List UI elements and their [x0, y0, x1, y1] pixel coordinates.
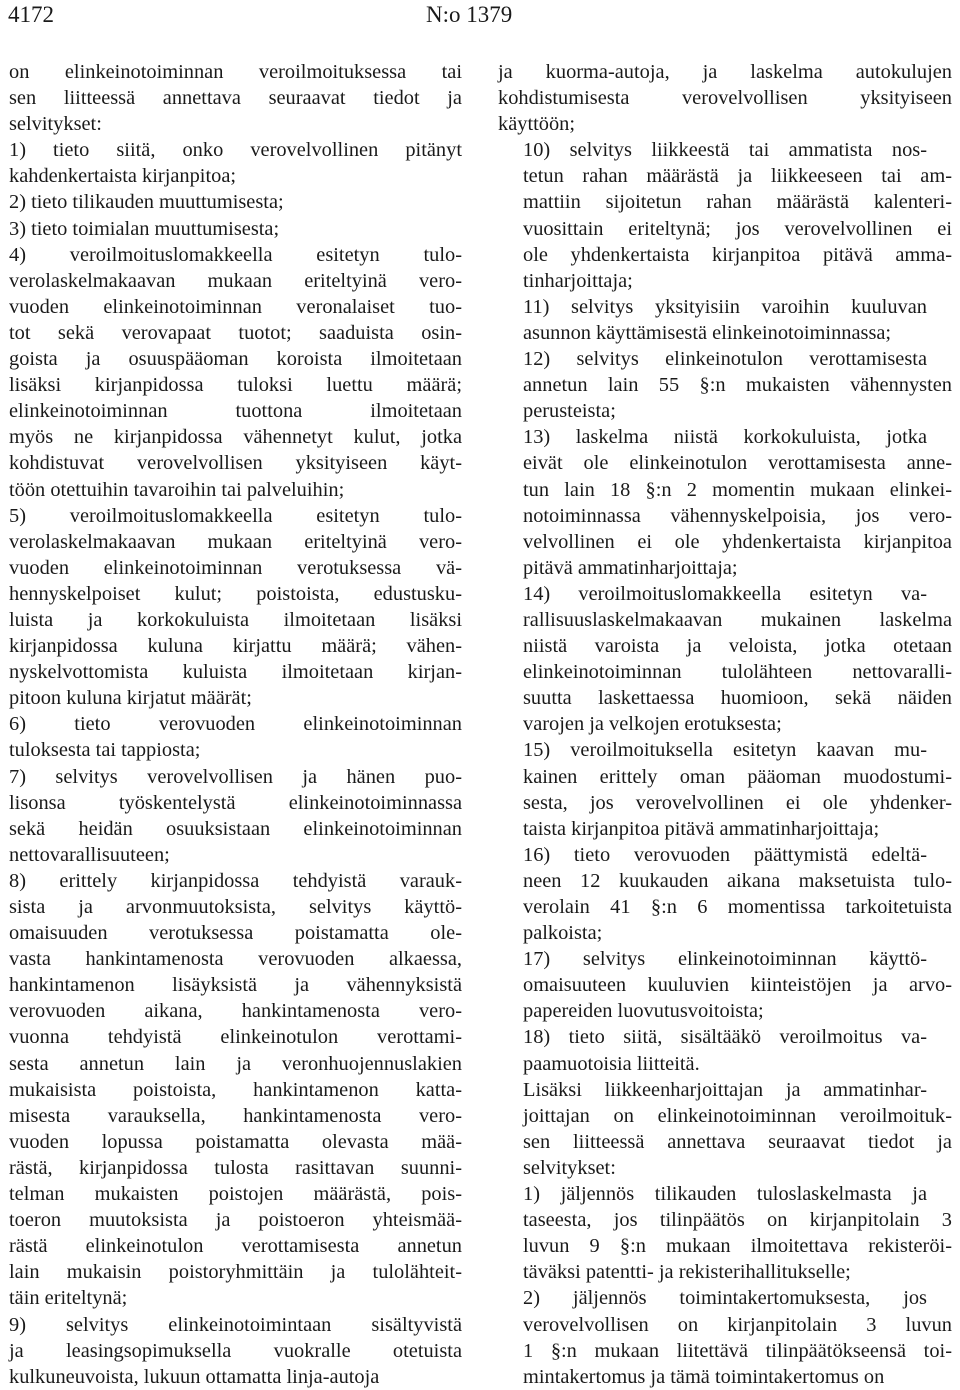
paragraph	[498, 1077, 952, 1181]
text-line: toeron muutoksista ja poistoeron yhteismää-	[9, 1209, 462, 1232]
text-line: 14) veroilmoituslomakkeella esitetyn va-	[523, 582, 927, 605]
paragraph	[9, 868, 462, 1312]
text-line: 2) tieto tilikauden muuttumisesta;	[9, 191, 284, 214]
text-line: 5) veroilmoituslomakkeella esitetyn tulo-	[9, 504, 462, 527]
text-line: Lisäksi liikkeenharjoittajan ja ammatinhar-	[523, 1078, 927, 1101]
text-line: papereiden luovutusvoitoista;	[523, 1000, 764, 1023]
text-line: taseesta, jos tilinpäätös on kirjanpitolain 3	[523, 1209, 952, 1232]
text-line: joittajan on elinkeinotoiminnan veroilmoituk-	[523, 1104, 952, 1127]
text-line: omaisuuden verotuksessa poistamatta ole-	[9, 922, 462, 945]
text-line: 1) tieto siitä, onko verovelvollinen pitänyt	[9, 139, 462, 162]
text-line: asunnon käyttämisestä elinkeinotoiminnassa;	[523, 321, 892, 344]
text-line: verovelvollisen on kirjanpitolain 3 luvun	[523, 1313, 952, 1336]
text-line: pitävä ammatinharjoittaja;	[523, 556, 738, 579]
text-line: 10) selvitys liikkeestä tai ammatista nos-	[523, 139, 927, 162]
page-number: 4172	[8, 2, 54, 27]
page-header	[0, 0, 960, 30]
paragraph	[498, 1024, 952, 1076]
text-line: vuoden lopussa poistamatta olevasta mää-	[9, 1130, 462, 1153]
text-line: omaisuuteen kuuluvien kiinteistöjen ja arvo-	[523, 974, 952, 997]
text-line: suutta laskettaessa huomioon, sekä näiden	[523, 687, 952, 710]
text-line: velvollinen ei ole yhdenkertaista kirjanpitoa	[523, 530, 952, 553]
text-line: palkoista;	[523, 922, 603, 945]
text-line: niistä varoista ja veloista, jotka otetaan	[523, 635, 952, 658]
text-line: 11) selvitys yksityisiin varoihin kuuluvan	[523, 295, 927, 318]
paragraph	[498, 737, 952, 841]
text-line: 13) laskelma niistä korkokuluista, jotka	[523, 426, 927, 449]
text-line: vuoden elinkeinotoiminnan veronalaiset tuo-	[9, 295, 462, 318]
paragraph	[498, 424, 952, 581]
text-line: misesta varauksella, hankintamenosta vero-	[9, 1104, 462, 1127]
text-line: sista ja arvonmuutoksista, selvitys käyttö-	[9, 896, 462, 918]
right-text-column	[498, 59, 952, 1390]
text-line: paamuotoisia liitteitä.	[523, 1052, 700, 1075]
text-line: 17) selvitys elinkeinotoiminnan käyttö-	[523, 948, 927, 971]
paragraph	[498, 1181, 952, 1285]
paragraph	[498, 137, 952, 294]
text-line: hennyskelpoiset kulut; poistoista, edustusku-	[9, 582, 462, 605]
text-line: elinkeinotoiminnan tulolähteen nettovaralli-	[523, 661, 952, 684]
paragraph	[498, 346, 952, 424]
text-line: nettovarallisuuteen;	[9, 843, 170, 866]
left-text-column	[9, 59, 462, 1390]
text-line: mintakertomus ja tämä toimintakertomus on	[523, 1365, 885, 1388]
text-line: sesta annetun lain ja veronhuojennuslakien	[9, 1052, 462, 1075]
text-line: käyttöön;	[498, 113, 576, 136]
text-line: on elinkeinotoiminnan veroilmoituksessa tai	[9, 61, 462, 83]
paragraph	[9, 137, 462, 189]
text-line: 16) tieto verovuoden päättymistä edeltä-	[523, 843, 927, 866]
text-line: tuloksesta tai tappiosta;	[9, 739, 201, 762]
text-line: 12) selvitys elinkeinotulon verottamisesta	[523, 348, 927, 371]
text-line: 7) selvitys verovelvollisen ja hänen puo-	[9, 765, 462, 788]
text-line: vuosittain eriteltynä; jos verovelvollinen ei	[523, 217, 952, 240]
text-line: luista ja korkokuluista ilmoitetaan lisäksi	[9, 608, 462, 631]
text-line: kohdistumisesta verovelvollisen yksityiseen	[498, 87, 952, 110]
text-line: tinharjoittaja;	[523, 269, 633, 292]
text-line: elinkeinotoiminnan tuottona ilmoitetaan	[9, 400, 462, 423]
text-line: lisäksi kirjanpidossa tuloksi luettu määrä;	[9, 374, 462, 397]
text-line: luvun 9 §:n mukaan ilmoitettava rekisteröi-	[523, 1235, 952, 1258]
paragraph	[9, 503, 462, 712]
text-line: ole yhdenkertaista kirjanpitoa pitävä amma-	[523, 243, 952, 266]
text-line: täin eriteltynä;	[9, 1287, 128, 1310]
text-line: ja kuorma-autoja, ja laskelma autokulujen	[498, 61, 952, 83]
text-line: kainen erittely oman pääoman muodostumi-	[523, 765, 952, 788]
text-line: täväksi patentti- ja rekisterihallitukselle;	[523, 1261, 851, 1284]
paragraph	[9, 764, 462, 868]
text-line: notoiminnassa vähennyskelpoisia, jos vero-	[523, 504, 952, 527]
text-line: rallisuuslaskelmakaavan mukainen laskelma	[523, 608, 952, 631]
text-line: 4) veroilmoituslomakkeella esitetyn tulo-	[9, 243, 462, 266]
text-line: selvitykset:	[9, 113, 102, 136]
paragraph	[498, 1285, 952, 1389]
text-line: ja leasingsopimuksella vuokralle otetuista	[9, 1339, 462, 1362]
text-line: sekä heidän osuuksistaan elinkeinotoiminnan	[9, 817, 462, 840]
text-line: myös ne kirjanpidossa vähennetyt kulut, jotka	[9, 426, 462, 449]
text-line: vuonna tehdyistä elinkeinotulon verottami-	[9, 1026, 462, 1049]
paragraph	[498, 842, 952, 946]
text-line: nyskelvottomista kuluista ilmoitetaan kirjan-	[9, 661, 462, 684]
text-line: sen liitteessä annettava seuraavat tiedot ja	[523, 1130, 952, 1153]
text-line: sen liitteessä annettava seuraavat tiedot ja	[9, 87, 462, 110]
text-line: kulkuneuvoista, lukuun ottamatta linja-autoja	[9, 1365, 380, 1388]
text-line: 15) veroilmoituksella esitetyn kaavan mu-	[523, 739, 927, 762]
text-line: lisonsa työskentelystä elinkeinotoiminnassa	[9, 791, 462, 814]
paragraph	[498, 946, 952, 1024]
paragraph	[498, 294, 952, 346]
text-line: lain mukaisin poistoryhmittäin ja tulolähteit-	[9, 1261, 462, 1284]
text-line: kahdenkertaista kirjanpitoa;	[9, 165, 237, 188]
text-line: hankintamenon lisäyksistä ja vähennyksistä	[9, 974, 462, 997]
text-line: tot sekä verovapaat tuotot; saaduista osin-	[9, 321, 462, 344]
text-line: rästä elinkeinotulon verottamisesta annetun	[9, 1235, 462, 1258]
text-line: 8) erittely kirjanpidossa tehdyistä varauk-	[9, 869, 462, 892]
text-line: goista ja osuuspääoman koroista ilmoitetaan	[9, 348, 462, 371]
text-line: tetun rahan määrästä ja liikkeeseen tai am-	[523, 165, 952, 188]
text-line: sesta, jos verovelvollinen ei ole yhdenker-	[523, 791, 952, 814]
text-line: kohdistuvat verovelvollisen yksityiseen käyt-	[9, 452, 462, 475]
text-line: eivät ole elinkeinotulon verottamisesta anne-	[523, 452, 952, 475]
text-line: rästä, kirjanpidossa tulosta rasittavan suunni-	[9, 1156, 462, 1179]
text-line: vuoden elinkeinotoiminnan verotuksessa vä-	[9, 556, 462, 579]
text-line: taista kirjanpitoa pitävä ammatinharjoittaja;	[523, 817, 880, 840]
text-line: 2) jäljennös toimintakertomuksesta, jos	[523, 1287, 927, 1310]
text-line: 1 §:n mukaan liitettävä tilinpäätökseensä toi-	[523, 1339, 952, 1362]
text-line: 18) tieto siitä, sisältääkö veroilmoitus va-	[523, 1026, 927, 1049]
paragraph	[9, 242, 462, 503]
text-line: 3) tieto toimialan muuttumisesta;	[9, 217, 280, 240]
issue-number: N:o 1379	[426, 2, 513, 27]
paragraph	[9, 711, 462, 763]
paragraph	[9, 1312, 462, 1390]
text-line: 9) selvitys elinkeinotoimintaan sisältyvistä	[9, 1313, 462, 1336]
text-line: neen 12 kuukauden aikana maksetuista tulo-	[523, 869, 952, 892]
text-line: verolaskelmakaavan mukaan eriteltyinä vero-	[9, 530, 462, 553]
text-line: telman mukaisten poistojen määrästä, pois-	[9, 1183, 462, 1206]
text-line: verovuoden aikana, hankintamenosta vero-	[9, 1000, 462, 1023]
text-line: verolaskelmakaavan mukaan eriteltyinä vero-	[9, 269, 462, 292]
text-line: vasta hankintamenosta verovuoden alkaessa,	[9, 948, 462, 971]
text-line: pitoon kuluna kirjatut määrät;	[9, 687, 252, 710]
paragraph	[9, 189, 462, 215]
text-line: töön otettuihin tavaroihin tai palveluihin;	[9, 478, 345, 501]
paragraph	[9, 59, 462, 137]
text-line: mukaisista poistoista, hankintamenon katta-	[9, 1078, 462, 1101]
text-line: verolain 41 §:n 6 momentissa tarkoitetuista	[523, 896, 952, 918]
text-line: varojen ja velkojen erotuksesta;	[523, 713, 782, 736]
text-line: selvitykset:	[523, 1156, 616, 1179]
text-line: 6) tieto verovuoden elinkeinotoiminnan	[9, 713, 462, 736]
text-line: perusteista;	[523, 400, 616, 423]
text-line: mattiin sijoitetun rahan määrästä kalenteri-	[523, 191, 952, 214]
text-line: tun lain 18 §:n 2 momentin mukaan elinkei-	[523, 478, 952, 501]
text-line: 1) jäljennös tilikauden tuloslaskelmasta ja	[523, 1183, 927, 1206]
paragraph	[498, 59, 952, 137]
paragraph	[498, 581, 952, 738]
text-line: annetun lain 55 §:n mukaisten vähennysten	[523, 374, 952, 397]
text-line: kirjanpidossa kuluna kirjattu määrä; vähen-	[9, 635, 462, 658]
paragraph	[9, 216, 462, 242]
